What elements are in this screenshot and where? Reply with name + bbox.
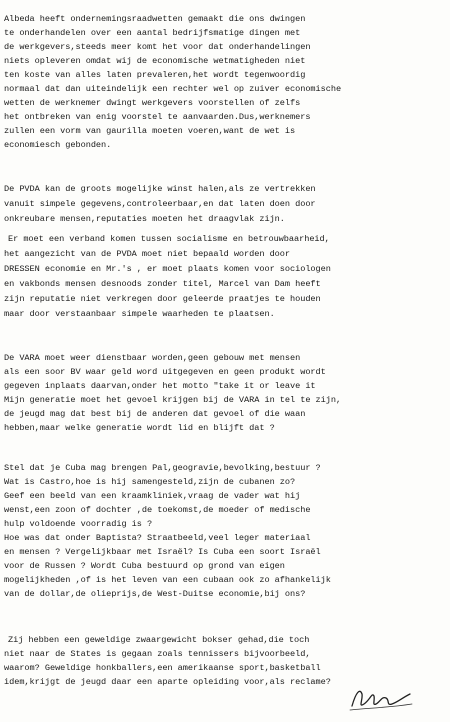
text-line: wenst,een zoon of dochter ,de toekomst,de moeder of medische — [4, 505, 311, 515]
text-line: idem,krijgt de jeugd daar een aparte opleiding voor,als reclame? — [4, 677, 331, 687]
text-line: De VARA moet weer dienstbaar worden,geen gebouw met mensen — [4, 353, 301, 363]
text-line: Geef een beeld van een kraamkliniek,vraag de vader wat hij — [4, 491, 301, 501]
text-line: De PVDA kan de groots mogelijke winst halen,als ze vertrekken — [4, 184, 316, 194]
text-line: niet naar de States is gegaan zoals tennissers bijvoorbeeld, — [4, 649, 311, 659]
text-line: maar door verstaanbaar simpele waarheden te plaatsen. — [4, 309, 275, 319]
text-line: voor de Russen ? Wordt Cuba bestuurd op grond van eigen — [4, 561, 285, 571]
text-line: waarom? Geweldige honkballers,een amerikaanse sport,basketball — [4, 663, 321, 673]
text-line: vanuit simpele gegevens,controleerbaar,en dat laten doen door — [4, 199, 316, 209]
text-line: de werkgevers,steeds meer komt het voor dat onderhandelingen — [4, 42, 311, 52]
text-line: onkreubare mensen,reputaties moeten het draagvlak zijn. — [4, 214, 285, 224]
text-line: Stel dat je Cuba mag brengen Pal,geogravie,bevolking,bestuur ? — [4, 463, 321, 473]
text-line: economiesch gebonden. — [4, 140, 112, 150]
text-line: mogelijkheden ,of is het leven van een cubaan ook zo afhankelijk — [4, 575, 331, 585]
text-line: en vakbonds mensen desnoods zonder titel, Marcel van Dam heeft — [4, 279, 321, 289]
text-line: zijn reputatie niet verkregen door geleerde praatjes te houden — [4, 294, 321, 304]
text-line: Albeda heeft ondernemingsraadwetten gemaakt die ons dwingen — [4, 14, 306, 24]
text-line: Mijn generatie moet het gevoel krijgen bij de VARA in tel te zijn, — [4, 395, 342, 405]
text-line: hebben,maar welke generatie wordt lid en blijft dat ? — [4, 423, 275, 433]
text-line: te onderhandelen over een aantal bedrijfsmatige dingen met — [4, 28, 301, 38]
handwritten-signature — [346, 684, 416, 714]
text-line: zullen een vorm van gaurilla moeten voeren,want de wet is — [4, 126, 296, 136]
text-line: DRESSEN economie en Mr.'s , er moet plaats komen voor sociologen — [4, 264, 331, 274]
text-line: ten koste van alles laten prevaleren,het wordt tegenwoordig — [4, 70, 306, 80]
text-line: als een soor BV waar geld word uitgegeven en geen produkt wordt — [4, 367, 326, 377]
text-line: het ontbreken van enig voorstel te aanvaarden.Dus,werknemers — [4, 112, 311, 122]
text-line: gegeven inplaats daarvan,onder het motto "take it or leave it — [4, 381, 316, 391]
text-line: het aangezicht van de PVDA moet niet bepaald worden door — [4, 249, 290, 259]
text-line: hulp voldoende voorradig is ? — [4, 519, 153, 529]
text-line: normaal dat dan uiteindelijk een rechter wel op zuiver economische — [4, 84, 342, 94]
text-line: niets opleveren omdat wij de economische wetmatigheden niet — [4, 56, 306, 66]
text-line: Hoe was dat onder Baptista? Straatbeeld,veel leger materiaal — [4, 533, 311, 543]
text-line: van de dollar,de olieprijs,de West-Duitse economie,bij ons? — [4, 589, 306, 599]
text-line: wetten de werknemer dwingt werkgevers voorstellen of zelfs — [4, 98, 301, 108]
text-line: en mensen ? Vergelijkbaar met Israël? Is Cuba een soort Israël — [4, 547, 321, 557]
text-line: Wat is Castro,hoe is hij samengesteld,zijn de cubanen zo? — [4, 477, 296, 487]
text-line: Zij hebben een geweldige zwaargewicht bokser gehad,die toch — [8, 635, 310, 645]
text-line: de jeugd mag dat best bij de anderen dat gevoel of die waan — [4, 409, 306, 419]
text-line: Er moet een verband komen tussen socialisme en betrouwbaarheid, — [8, 234, 330, 244]
